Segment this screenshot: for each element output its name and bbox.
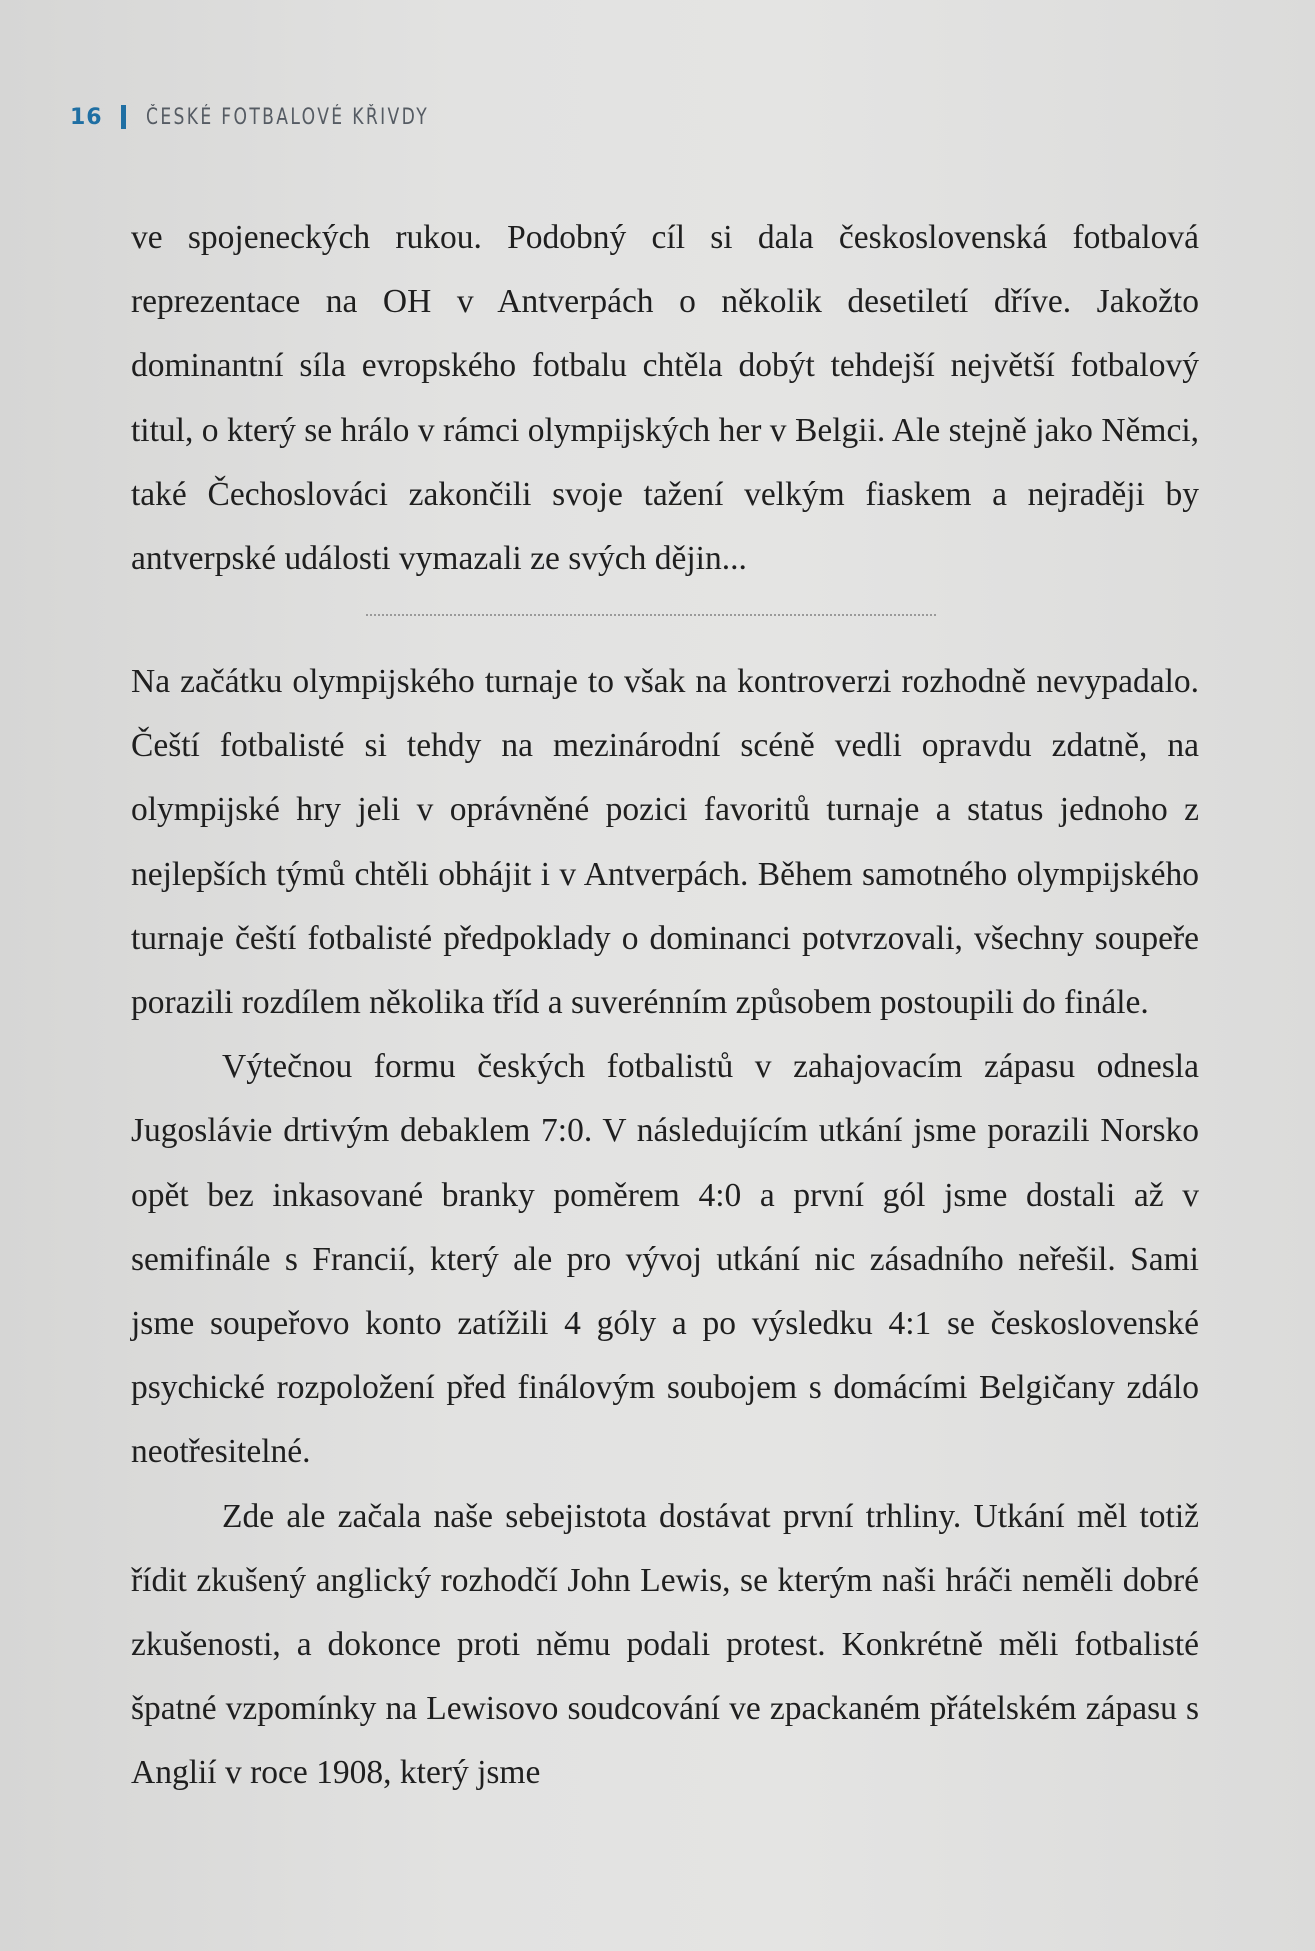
text-section-1: [131, 206, 1199, 591]
paragraph: Na začátku olympijského turnaje to však na kontroverzi rozhodně nevypadalo. Čeští fotbalisté si tehdy na mezinárodní scéně vedli opravdu zdatně, na olympijské hry jeli v oprávněné pozici favoritů turnaje a status jednoho z nejlepších týmů chtěli obhájit i v Antverpách. Během samotného olympijského turnaje čeští fotbalisté předpoklady o dominanci potvrzovali, všechny soupeře porazili rozdílem několika tříd a suverénním způsobem postoupili do finále.: [131, 663, 1199, 1022]
page-number: 16: [70, 104, 103, 130]
section-divider: [366, 614, 936, 616]
paragraph: Výtečnou formu českých fotbalistů v zahajovacím zápasu odnesla Jugoslávie drtivým debaklem 7:0. V následujícím utkání jsme porazili Norsko opět bez inkasované branky poměrem 4:0 a první gól jsme dostali až v semifinále s Francií, který ale pro vývoj utkání nic zásadního neřešil. Sami jsme soupeřovo konto zatížili 4 góly a po výsledku 4:1 se československé psychické rozpoložení před finálovým soubojem s domácími Belgičany zdálo neotřesitelné.: [131, 1048, 1199, 1471]
text-section-2: [131, 650, 1199, 1806]
paragraph: Zde ale začala naše sebejistota dostávat první trhliny. Utkání měl totiž řídit zkušený anglický rozhodčí John Lewis, se kterým naši hráči neměli dobré zkušenosti, a dokonce proti němu podali protest. Konkrétně měli fotbalisté špatné vzpomínky na Lewisovo soudcování ve zpackaném přátelském zápasu s Anglií v roce 1908, který jsme: [131, 1497, 1199, 1792]
book-title: ČESKÉ FOTBALOVÉ KŘIVDY: [145, 104, 429, 130]
running-head: [70, 100, 509, 134]
paragraph: ve spojeneckých rukou. Podobný cíl si dala československá fotbalová reprezentace na OH v Antverpách o několik desetiletí dříve. Jakožto dominantní síla evropského fotbalu chtěla dobýt tehdejší největší fotbalový titul, o který se hrálo v rámci olympijských her v Belgii. Ale stejně jako Němci, také Čechoslováci zakončili svoje tažení velkým fiaskem a nejraději by antverpské události vymazali ze svých dějin...: [131, 219, 1199, 578]
header-separator-bar: [121, 105, 126, 129]
